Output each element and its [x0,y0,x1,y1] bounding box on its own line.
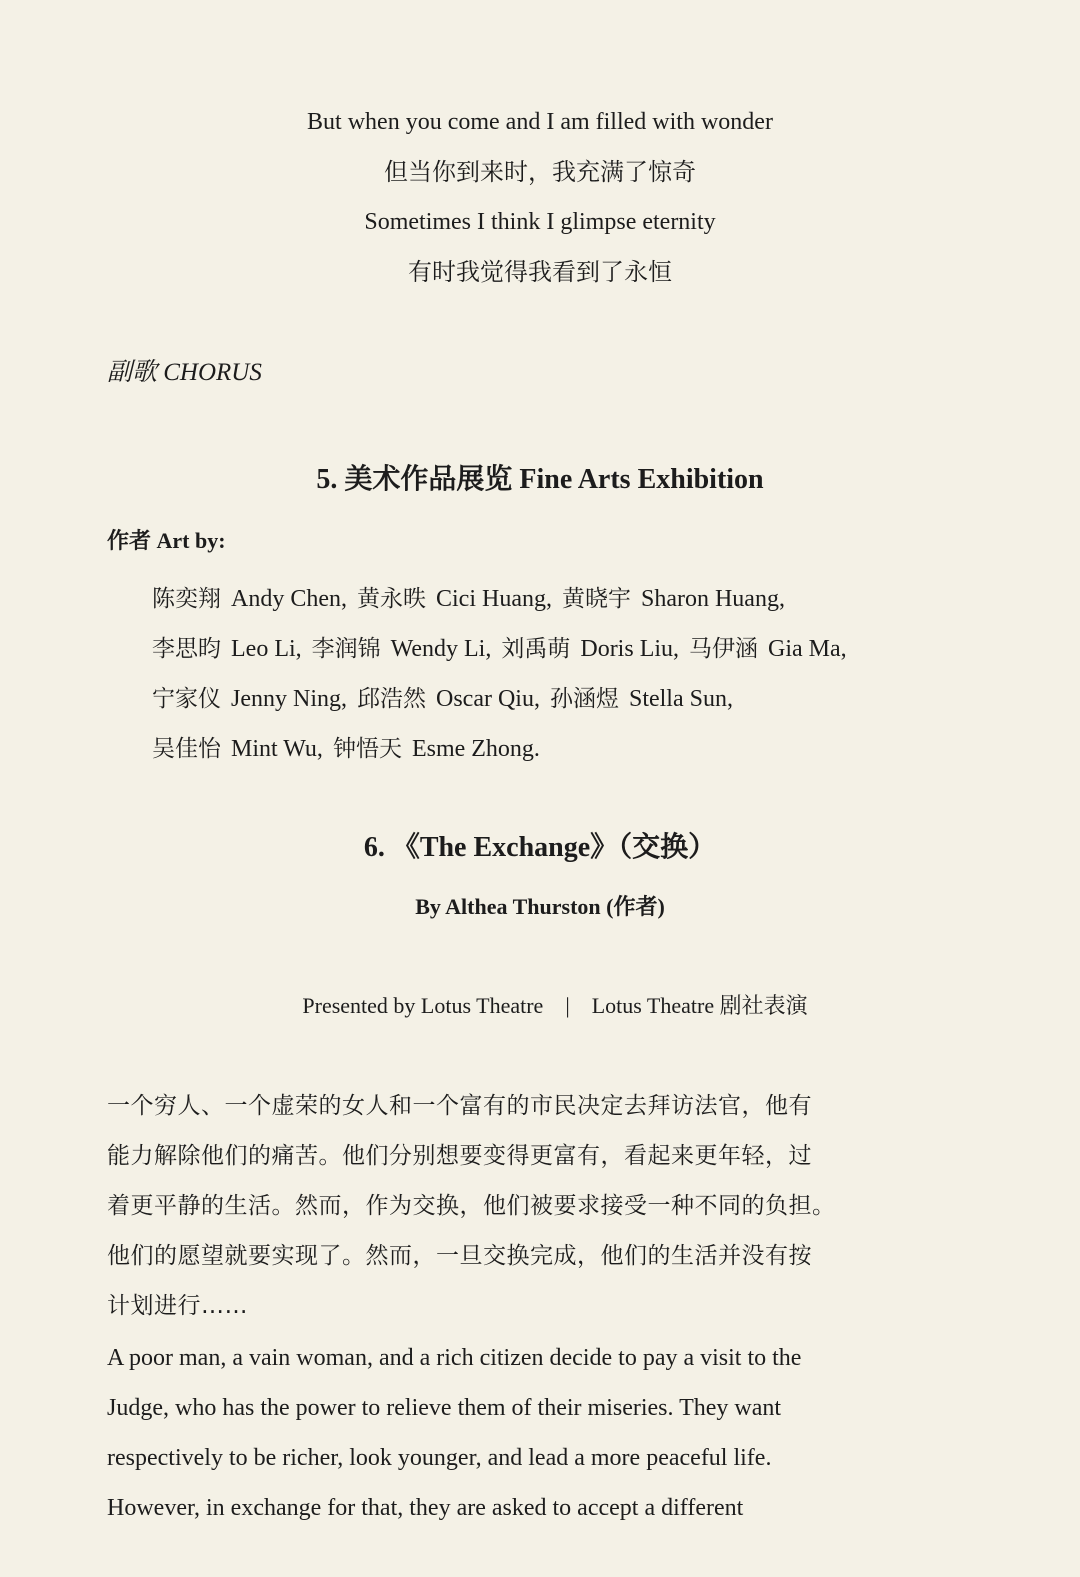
section-5-title: 5. 美术作品展览 Fine Arts Exhibition [316,464,764,495]
artist-name-en: Sharon Huang, [640,586,785,612]
artist-name-en: Esme Zhong. [411,736,540,762]
artist-entry [333,736,550,762]
lyric-line-en-1: But when you come and I am filled with wonder [307,109,773,135]
synopsis-zh-line: 一个穷人、一个虚荣的女人和一个富有的市民决定去拜访法官，他有 [107,1093,812,1119]
lyric-line-zh-1: 但当你到来时，我充满了惊奇 [384,158,696,186]
artist-name-zh: 吴佳怡 [152,736,221,762]
artist-entry [152,586,357,612]
lyric-line-en-2: Sometimes I think I glimpse eternity [364,209,716,235]
artist-name-en: Cici Huang, [436,586,552,612]
artist-name-en: Mint Wu, [231,736,323,762]
artist-name-en: Jenny Ning, [231,686,347,712]
artist-name-en: Leo Li, [231,636,302,662]
artist-name-zh: 钟悟天 [332,736,402,762]
artist-name-zh: 刘禹萌 [501,636,571,662]
artist-name-zh: 李思昀 [152,636,221,662]
artist-entry [689,636,857,662]
artist-name-zh: 李润锦 [311,636,381,662]
artist-entry [357,686,550,712]
synopsis-zh-line: 着更平静的生活。然而，作为交换，他们被要求接受一种不同的负担。 [107,1193,836,1219]
synopsis-zh-line: 能力解除他们的痛苦。他们分别想要变得更富有，看起来更年轻，过 [107,1143,812,1169]
artist-entry [152,636,312,662]
artist-name-en: Stella Sun, [628,686,733,712]
artist-entry [152,736,333,762]
artist-line [152,574,1052,624]
artist-entry [550,686,743,712]
section-6-title: 6. 《The Exchange》（交换） [363,832,717,863]
artist-name-zh: 黄晓宇 [561,586,631,612]
synopsis-en-line: respectively to be richer, look younger, and lead a more peaceful life. [107,1445,772,1471]
synopsis-en-line: A poor man, a vain woman, and a rich citizen decide to pay a visit to the [107,1345,802,1371]
artist-entry [357,586,562,612]
artist-name-zh: 黄永昳 [357,586,426,612]
presented-by-zh: Lotus Theatre 剧社表演 [591,993,808,1018]
artist-name-zh: 马伊涵 [689,636,759,662]
artist-line [152,624,1052,674]
synopsis-zh-line: 计划进行…… [107,1293,248,1319]
artist-name-en: Wendy Li, [390,636,492,662]
artist-name-en: Gia Ma, [768,636,847,662]
artist-line [152,674,1052,724]
chorus-label: 副歌 CHORUS [107,359,262,386]
artist-name-zh: 孙涵煜 [549,686,619,712]
synopsis-zh [107,1081,1007,1331]
artist-name-en: Doris Liu, [580,636,680,662]
artist-entry [312,636,502,662]
presented-by-en: Presented by Lotus Theatre [302,993,544,1018]
play-author: By Althea Thurston (作者) [415,894,665,919]
artist-name-zh: 宁家仪 [152,686,221,712]
artist-entry [152,686,357,712]
art-by-label: 作者 Art by: [107,528,226,553]
artist-name-zh: 邱浩然 [357,686,426,712]
synopsis-en-line: Judge, who has the power to relieve them of their miseries. They want [107,1395,782,1421]
synopsis-en-line: However, in exchange for that, they are asked to accept a different [107,1495,744,1521]
presented-by-line [0,991,1080,1021]
artist-list [152,574,1052,774]
lyric-line-zh-2: 有时我觉得我看到了永恒 [408,258,672,286]
artist-line [152,724,1052,774]
artist-name-en: Oscar Qiu, [436,686,540,712]
presented-separator: | [565,993,570,1018]
artist-name-zh: 陈奕翔 [152,586,221,612]
artist-name-en: Andy Chen, [231,586,347,612]
synopsis-en [107,1333,1007,1533]
artist-entry [562,586,795,612]
synopsis-zh-line: 他们的愿望就要实现了。然而，一旦交换完成，他们的生活并没有按 [107,1243,812,1269]
artist-entry [501,636,689,662]
